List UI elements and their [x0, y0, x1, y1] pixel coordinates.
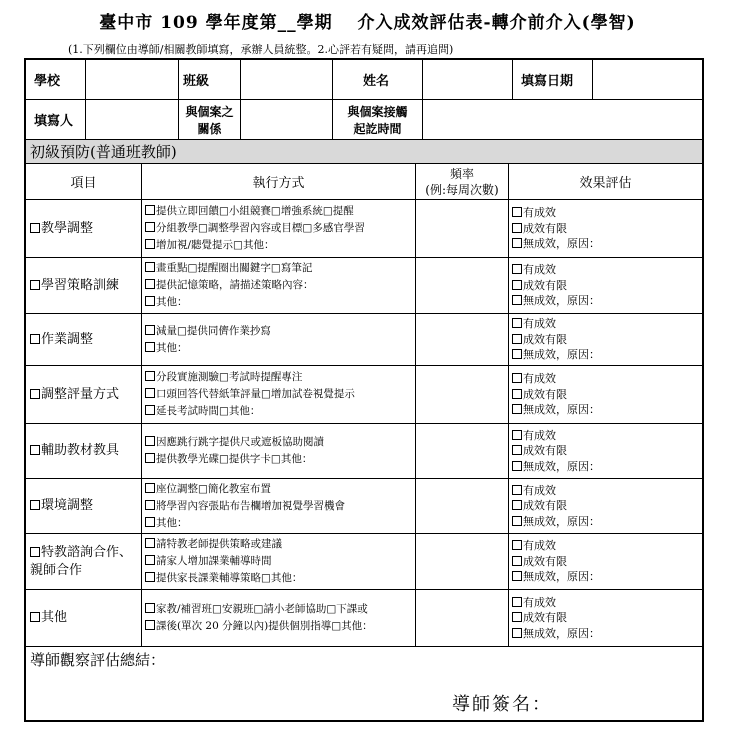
- effect-text: 有成效: [523, 483, 556, 497]
- intervention-item-wrap: [30, 277, 119, 295]
- effect-checkbox[interactable]: [512, 612, 522, 622]
- effect-text: 無成效，原因：: [523, 237, 600, 251]
- effect-text: 有成效: [523, 539, 556, 553]
- method-checkbox[interactable]: [145, 405, 155, 415]
- method-checkbox[interactable]: [145, 296, 155, 306]
- method-text: 分段實施測驗□考試時提醒專注: [156, 371, 303, 383]
- method-text: 提供家長課業輔導策略□其他：: [156, 572, 303, 584]
- writer-label: 填寫人: [26, 100, 86, 140]
- intervention-item: [26, 424, 142, 479]
- method-line: [145, 294, 188, 311]
- column-header-method: 執行方式: [142, 164, 416, 200]
- effect-checkbox[interactable]: [512, 597, 522, 607]
- effect-checkbox[interactable]: [512, 238, 522, 248]
- effect-line: [512, 278, 567, 294]
- effect-checkbox[interactable]: [512, 223, 522, 233]
- effect-options: [509, 479, 702, 534]
- intervention-item: [26, 479, 142, 534]
- intervention-item-checkbox[interactable]: [30, 334, 40, 344]
- effect-line: [512, 595, 556, 611]
- section-title: 初級預防(普通班教師): [26, 140, 702, 164]
- frequency-hint: (例:每周次數): [425, 182, 499, 197]
- method-line: [145, 403, 260, 420]
- method-line: [145, 323, 271, 340]
- method-text: 口頭回答代替紙筆評量□增加試卷視覺提示: [156, 388, 355, 400]
- effect-text: 成效有限: [523, 278, 567, 292]
- effect-line: [512, 443, 567, 459]
- method-checkbox[interactable]: [145, 205, 155, 215]
- effect-checkbox[interactable]: [512, 295, 522, 305]
- column-header-item: 項目: [26, 164, 142, 200]
- method-checkbox[interactable]: [145, 572, 155, 582]
- method-checkbox[interactable]: [145, 279, 155, 289]
- effect-checkbox[interactable]: [512, 540, 522, 550]
- intervention-item: [26, 590, 142, 647]
- effect-text: 有成效: [523, 206, 556, 220]
- effect-line: [512, 236, 600, 252]
- method-line: [145, 553, 272, 570]
- effect-options: [509, 424, 702, 479]
- method-text: 畫重點□提醒圈出關鍵字□寫筆記: [156, 262, 313, 274]
- effect-text: 無成效，原因：: [523, 403, 600, 417]
- effect-text: 無成效，原因：: [523, 514, 600, 528]
- effect-checkbox[interactable]: [512, 516, 522, 526]
- intervention-item-label: 調整評量方式: [41, 386, 120, 402]
- method-checkbox[interactable]: [145, 483, 155, 493]
- effect-checkbox[interactable]: [512, 404, 522, 414]
- method-options: [142, 534, 416, 590]
- effect-text: 成效有限: [523, 387, 567, 401]
- method-line: [145, 434, 324, 451]
- method-text: 提供記憶策略，請描述策略內容：: [156, 279, 314, 291]
- effect-text: 無成效，原因：: [523, 626, 600, 640]
- method-options: [142, 479, 416, 534]
- method-line: [145, 203, 354, 220]
- intervention-item-wrap: [30, 497, 93, 515]
- effect-text: 有成效: [523, 263, 556, 277]
- name-field[interactable]: [423, 60, 513, 100]
- effect-options: [509, 258, 702, 314]
- method-line: [145, 601, 368, 618]
- method-checkbox[interactable]: [145, 538, 155, 548]
- effect-checkbox[interactable]: [512, 500, 522, 510]
- intervention-item: [26, 258, 142, 314]
- effect-checkbox[interactable]: [512, 571, 522, 581]
- effect-line: [512, 293, 600, 309]
- method-text: 其他：: [156, 516, 188, 529]
- summary-label: 導師觀察評估總結：: [30, 651, 166, 669]
- effect-text: 成效有限: [523, 611, 567, 625]
- effect-text: 無成效，原因：: [523, 348, 600, 362]
- effect-text: 成效有限: [523, 444, 567, 458]
- class-field[interactable]: [241, 60, 333, 100]
- method-checkbox[interactable]: [145, 371, 155, 381]
- effect-line: [512, 514, 600, 530]
- method-line: [145, 277, 314, 294]
- method-text: 因應跳行跳字提供尺或遮板協助閱讀: [156, 436, 324, 448]
- intervention-item: [26, 534, 142, 590]
- effect-line: [512, 554, 567, 570]
- evaluation-form: [24, 58, 704, 722]
- effect-text: 成效有限: [523, 499, 567, 513]
- effect-options: [509, 366, 702, 424]
- effect-text: 有成效: [523, 372, 556, 386]
- effect-line: [512, 459, 600, 475]
- relation-field[interactable]: [241, 100, 333, 140]
- relation-label: 與個案之關係: [179, 100, 241, 140]
- frequency-field[interactable]: [416, 424, 509, 479]
- intervention-item-checkbox[interactable]: [30, 445, 40, 455]
- contact-time-field[interactable]: [423, 100, 702, 140]
- method-checkbox[interactable]: [145, 222, 155, 232]
- effect-line: [512, 347, 600, 363]
- method-text: 其他：: [156, 341, 188, 354]
- intervention-item-label: 其他: [41, 610, 68, 625]
- method-checkbox[interactable]: [145, 239, 155, 249]
- effect-checkbox[interactable]: [512, 280, 522, 290]
- frequency-field[interactable]: [416, 590, 509, 647]
- intervention-item-checkbox[interactable]: [30, 612, 40, 622]
- effect-checkbox[interactable]: [512, 207, 522, 217]
- effect-line: [512, 402, 600, 418]
- effect-options: [509, 590, 702, 647]
- method-checkbox[interactable]: [145, 603, 155, 613]
- method-checkbox[interactable]: [145, 555, 155, 565]
- method-text: 請特教老師提供策略或建議: [156, 538, 282, 550]
- class-label: 班級: [179, 60, 241, 100]
- effect-text: 成效有限: [523, 332, 567, 346]
- effect-text: 成效有限: [523, 554, 567, 568]
- effect-text: 有成效: [523, 317, 556, 331]
- date-field[interactable]: [593, 60, 702, 100]
- method-checkbox[interactable]: [145, 262, 155, 272]
- intervention-item-checkbox[interactable]: [30, 280, 40, 290]
- effect-checkbox[interactable]: [512, 445, 522, 455]
- effect-text: 有成效: [523, 595, 556, 609]
- method-checkbox[interactable]: [145, 325, 155, 335]
- effect-checkbox[interactable]: [512, 349, 522, 359]
- effect-options: [509, 200, 702, 258]
- effect-line: [512, 610, 567, 626]
- effect-checkbox[interactable]: [512, 334, 522, 344]
- intervention-item-wrap: [30, 386, 119, 404]
- summary-area[interactable]: [26, 647, 702, 720]
- effect-line: [512, 371, 556, 387]
- school-field[interactable]: [86, 60, 179, 100]
- intervention-item-label: 環境調整: [41, 498, 94, 513]
- effect-text: 無成效，原因：: [523, 459, 600, 473]
- method-checkbox[interactable]: [145, 388, 155, 398]
- effect-line: [512, 483, 556, 499]
- effect-text: 無成效，原因：: [523, 570, 600, 584]
- intervention-item: [26, 314, 142, 366]
- method-text: 分組教學□調整學習內容或目標□多感官學習: [156, 222, 365, 234]
- frequency-field[interactable]: [416, 314, 509, 366]
- intervention-item-checkbox[interactable]: [30, 389, 40, 399]
- effect-text: 成效有限: [523, 221, 567, 235]
- method-line: [145, 498, 345, 515]
- method-text: 增加視/聽覺提示□其他：: [156, 239, 275, 251]
- intervention-item-wrap: [30, 544, 141, 580]
- intervention-item-wrap: [30, 220, 93, 238]
- effect-line: [512, 332, 567, 348]
- date-label: 填寫日期: [513, 60, 593, 100]
- method-text: 家教/補習班□安親班□請小老師協助□下課或: [156, 603, 368, 615]
- method-line: [145, 570, 302, 587]
- method-line: [145, 451, 312, 468]
- intervention-item-label: 學習策略訓練: [41, 277, 120, 293]
- effect-line: [512, 538, 556, 554]
- effect-checkbox[interactable]: [512, 318, 522, 328]
- column-header-effect: 效果評估: [509, 164, 702, 200]
- method-line: [145, 536, 282, 553]
- method-text: 將學習內容張貼布告欄增加視覺學習機會: [156, 499, 345, 512]
- intervention-item-wrap: [30, 331, 93, 349]
- effect-line: [512, 387, 567, 403]
- method-line: [145, 515, 188, 532]
- effect-checkbox[interactable]: [512, 430, 522, 440]
- effect-line: [512, 428, 556, 444]
- effect-checkbox[interactable]: [512, 485, 522, 495]
- method-options: [142, 200, 416, 258]
- method-checkbox[interactable]: [145, 517, 155, 527]
- method-text: 課後(單次 20 分鐘以內)提供個別指導□其他：: [156, 620, 373, 632]
- method-text: 座位調整□簡化教室布置: [156, 482, 271, 495]
- frequency-field[interactable]: [416, 479, 509, 534]
- effect-checkbox[interactable]: [512, 628, 522, 638]
- intervention-item-checkbox[interactable]: [30, 223, 40, 233]
- intervention-item-wrap: [30, 609, 67, 627]
- method-text: 請家人增加課業輔導時間: [156, 555, 272, 567]
- method-checkbox[interactable]: [145, 453, 155, 463]
- method-line: [145, 340, 188, 357]
- method-text: 提供立即回饋□小組競賽□增強系統□提醒: [156, 205, 354, 217]
- method-checkbox[interactable]: [145, 436, 155, 446]
- intervention-item-label: 特教諮詢合作、親師合作: [30, 544, 133, 578]
- intervention-item-wrap: [30, 442, 119, 460]
- frequency-field[interactable]: [416, 258, 509, 314]
- frequency-field[interactable]: [416, 366, 509, 424]
- frequency-label: 頻率: [449, 166, 474, 181]
- effect-options: [509, 314, 702, 366]
- intervention-item-checkbox[interactable]: [30, 500, 40, 510]
- contact-time-label: 與個案接觸起訖時間: [333, 100, 423, 140]
- frequency-field[interactable]: [416, 534, 509, 590]
- method-text: 其他：: [156, 296, 188, 308]
- intervention-item-checkbox[interactable]: [30, 547, 40, 557]
- effect-line: [512, 262, 556, 278]
- method-line: [145, 618, 373, 635]
- effect-checkbox[interactable]: [512, 373, 522, 383]
- intervention-item: [26, 200, 142, 258]
- frequency-field[interactable]: [416, 200, 509, 258]
- name-label: 姓名: [333, 60, 423, 100]
- method-line: [145, 481, 271, 498]
- method-options: [142, 590, 416, 647]
- effect-line: [512, 626, 600, 642]
- school-label: 學校: [26, 60, 86, 100]
- form-title: 臺中市 109 學年度第__學期 介入成效評估表-轉介前介入(學智): [99, 13, 636, 33]
- effect-options: [509, 534, 702, 590]
- effect-checkbox[interactable]: [512, 556, 522, 566]
- method-text: 提供教學光碟□提供字卡□其他：: [156, 453, 313, 465]
- method-text: 延長考試時間□其他：: [156, 405, 261, 417]
- intervention-item-label: 教學調整: [41, 220, 94, 236]
- method-line: [145, 237, 274, 254]
- method-text: 減量□提供同儕作業抄寫: [156, 324, 271, 337]
- signature-label: 導師簽名：: [452, 694, 552, 715]
- writer-field[interactable]: [86, 100, 179, 140]
- effect-checkbox[interactable]: [512, 264, 522, 274]
- method-options: [142, 424, 416, 479]
- method-line: [145, 369, 302, 386]
- method-line: [145, 386, 355, 403]
- method-line: [145, 220, 365, 237]
- intervention-item: [26, 366, 142, 424]
- intervention-item-label: 輔助教材教具: [41, 443, 120, 458]
- effect-line: [512, 221, 567, 237]
- effect-line: [512, 498, 567, 514]
- effect-text: 無成效，原因：: [523, 294, 600, 308]
- effect-checkbox[interactable]: [512, 389, 522, 399]
- method-checkbox[interactable]: [145, 620, 155, 630]
- effect-checkbox[interactable]: [512, 461, 522, 471]
- effect-line: [512, 205, 556, 221]
- method-line: [145, 260, 312, 277]
- form-instructions: (1.下列欄位由導師/相關教師填寫，承辦人員統整。2.心評若有疑問，請再追問): [68, 43, 454, 56]
- effect-line: [512, 569, 600, 585]
- method-options: [142, 314, 416, 366]
- method-checkbox[interactable]: [145, 342, 155, 352]
- method-checkbox[interactable]: [145, 500, 155, 510]
- intervention-item-label: 作業調整: [41, 331, 94, 347]
- method-options: [142, 366, 416, 424]
- column-header-frequency: [416, 164, 509, 200]
- effect-text: 有成效: [523, 428, 556, 442]
- method-options: [142, 258, 416, 314]
- effect-line: [512, 316, 556, 332]
